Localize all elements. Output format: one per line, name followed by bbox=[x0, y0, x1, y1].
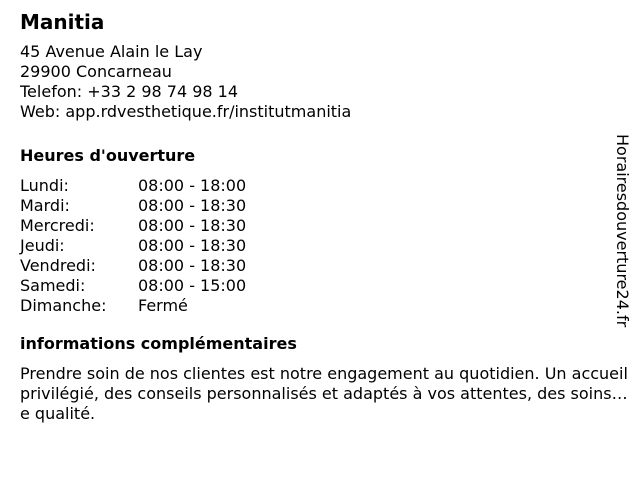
time-range: Fermé bbox=[138, 296, 188, 315]
time-range: 08:00 - 18:30 bbox=[138, 216, 247, 235]
day-label: Vendredi: bbox=[20, 256, 96, 275]
day-label: Dimanche: bbox=[20, 296, 107, 315]
site-watermark: Horairesdouverture24.fr bbox=[613, 134, 632, 328]
hours-row-saturday bbox=[20, 276, 620, 296]
hours-row-wednesday bbox=[20, 216, 620, 236]
postal-city: 29900 Concarneau bbox=[20, 62, 172, 81]
website: Web: app.rdvesthetique.fr/institutmanitia bbox=[20, 102, 352, 121]
time-range: 08:00 - 18:30 bbox=[138, 236, 247, 255]
additional-info-title: informations complémentaires bbox=[20, 334, 297, 353]
time-range: 08:00 - 18:00 bbox=[138, 176, 247, 195]
additional-info-text: Prendre soin de nos clientes est notre engagement au quotidien. Un accueil privilégié, des conseils personnalisés et adaptés à vos attentes, des soins de qualité. bbox=[20, 364, 628, 423]
hours-row-friday bbox=[20, 256, 620, 276]
business-name: Manitia bbox=[20, 10, 105, 34]
phone-number: Telefon: +33 2 98 74 98 14 bbox=[20, 82, 239, 101]
day-label: Samedi: bbox=[20, 276, 86, 295]
day-label: Lundi: bbox=[20, 176, 69, 195]
day-label: Jeudi: bbox=[20, 236, 65, 255]
day-label: Mardi: bbox=[20, 196, 70, 215]
opening-hours-table bbox=[20, 176, 620, 316]
hours-row-thursday bbox=[20, 236, 620, 256]
street-address: 45 Avenue Alain le Lay bbox=[20, 42, 203, 61]
hours-row-sunday bbox=[20, 296, 620, 316]
opening-hours-title: Heures d'ouverture bbox=[20, 146, 196, 165]
time-range: 08:00 - 18:30 bbox=[138, 256, 247, 275]
time-range: 08:00 - 18:30 bbox=[138, 196, 247, 215]
time-range: 08:00 - 15:00 bbox=[138, 276, 247, 295]
day-label: Mercredi: bbox=[20, 216, 95, 235]
hours-row-tuesday bbox=[20, 196, 620, 216]
hours-row-monday bbox=[20, 176, 620, 196]
address-block bbox=[20, 42, 620, 122]
